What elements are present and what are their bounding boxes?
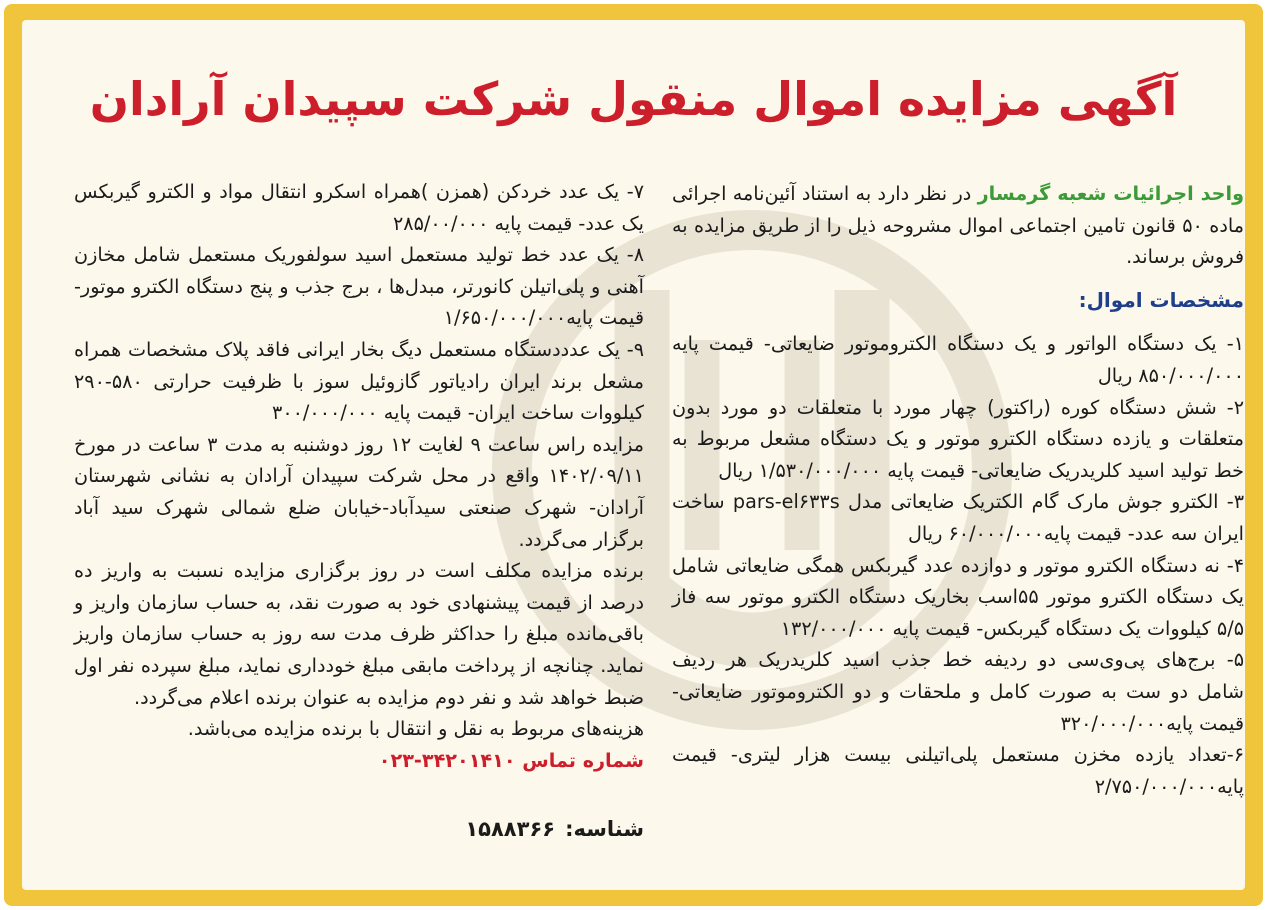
identifier bbox=[74, 814, 644, 846]
contact-number: شماره تماس ۳۴۲۰۱۴۱۰-۰۲۳ bbox=[378, 748, 644, 772]
winner-info: برنده مزایده مکلف است در روز برگزاری مزایده نسبت به واریز ده درصد از قیمت پیشنهادی خود به صورت نقد، به حساب سازمان واریز و باقی‌مانده مبلغ را حداکثر ظرف مدت سه روز به حساب سازمان واریز نماید. چنانچه از پرداخت مابقی مبلغ خودداری نماید، مبلغ سپرده نفر اول ضبط خواهد شد و نفر دوم مزایده به عنوان برنده اعلام می‌گردد. bbox=[74, 559, 644, 709]
identifier-label: شناسه: bbox=[565, 817, 644, 842]
left-column bbox=[74, 176, 644, 846]
ad-title: آگهی مزایده اموال منقول شرکت سپیدان آرادان bbox=[89, 72, 1178, 126]
org-name: واحد اجرائیات شعبه گرمسار bbox=[977, 182, 1244, 205]
list-item: ۹- یک عدددستگاه مستعمل دیگ بخار ایرانی فاقد پلاک مشخصات همراه مشعل برند ایران رادیاتور گازوئیل سوز با ظرفیت حرارتی ۵۸۰-۲۹۰ کیلووات ساخت ایران- قیمت پایه ۳۰۰/۰۰۰/۰۰۰ bbox=[74, 337, 644, 425]
list-item: ۱- یک دستگاه الواتور و یک دستگاه الکتروموتور ضایعاتی- قیمت پایه ۸۵۰/۰۰۰/۰۰۰ ریال bbox=[672, 332, 1244, 387]
identifier-number: ۱۵۸۸۳۶۶ bbox=[465, 817, 556, 842]
specs-heading: مشخصات اموال: bbox=[1078, 287, 1244, 312]
list-item: ۷- یک عدد خردکن (همزن )همراه اسکرو انتقال مواد و الکترو گیربکس یک عدد- قیمت پایه ۲۸۵/۰۰/۰۰۰ bbox=[74, 180, 644, 235]
right-column bbox=[672, 178, 1244, 802]
ad-frame bbox=[4, 4, 1263, 906]
auction-info: مزایده راس ساعت ۹ لغایت ۱۲ روز دوشنبه به مدت ۳ ساعت در مورخ ۱۴۰۲/۰۹/۱۱ واقع در محل شرکت سپیدان آرادان به نشانی شهرستان آرادان- شهرک صنعتی سیدآباد-خیابان ضلع شمالی شهرک سید آباد برگزار می‌گردد. bbox=[74, 432, 644, 551]
ad-body bbox=[22, 20, 1245, 890]
intro-text: در نظر دارد به استناد آئین‌نامه اجرائی ماده ۵۰ قانون تامین اجتماعی اموال مشروحه ذیل را از طریق مزایده به فروش برساند. bbox=[672, 182, 1244, 269]
list-item: ۵- برج‌های پی‌وی‌سی دو ردیفه خط جذب اسید کلریدریک هر ردیف شامل دو ست به صورت کامل و ملحقات و دو الکتروموتور ضایعاتی- قیمت پایه۳۲۰/۰۰۰/۰۰۰ bbox=[672, 648, 1244, 735]
list-item: ۶-تعداد یازده مخزن مستعمل پلی‌اتیلنی بیست هزار لیتری- قیمت پایه۲/۷۵۰/۰۰۰/۰۰۰ bbox=[672, 743, 1244, 798]
list-item: ۳- الکترو جوش مارک گام الکتریک ضایعاتی مدل pars-el۶۳۳s ساخت ایران سه عدد- قیمت پایه۶۰/۰۰۰/۰۰۰ ریال bbox=[672, 490, 1244, 545]
list-item: ۸- یک عدد خط تولید مستعمل اسید سولفوریک مستعمل شامل مخازن آهنی و پلی‌اتیلن کانورتر، مبدل‌ها ، برج جذب و پنج دستگاه الکترو موتور- قیمت پایه۱/۶۵۰/۰۰۰/۰۰۰ bbox=[74, 243, 644, 330]
intro-paragraph bbox=[672, 178, 1244, 273]
list-item: ۲- شش دستگاه کوره (راکتور) چهار مورد با متعلقات دو مورد بدون متعلقات و یازده دستگاه الکترو موتور و یک دستگاه مشعل مربوط به خط تولید اسید کلریدریک ضایعاتی- قیمت پایه ۱/۵۳۰/۰۰۰/۰۰۰ ریال bbox=[672, 395, 1244, 482]
costs-info: هزینه‌های مربوط به نقل و انتقال با برنده مزایده می‌باشد. bbox=[187, 717, 644, 741]
list-item: ۴- نه دستگاه الکترو موتور و دوازده عدد گیربکس همگی ضایعاتی شامل یک دستگاه الکترو موتور ۵۵اسب بخاریک دستگاه الکترو موتور سه فاز ۵/۵ کیلووات یک دستگاه گیربکس- قیمت پایه ۱۳۲/۰۰۰/۰۰۰ bbox=[672, 553, 1245, 640]
